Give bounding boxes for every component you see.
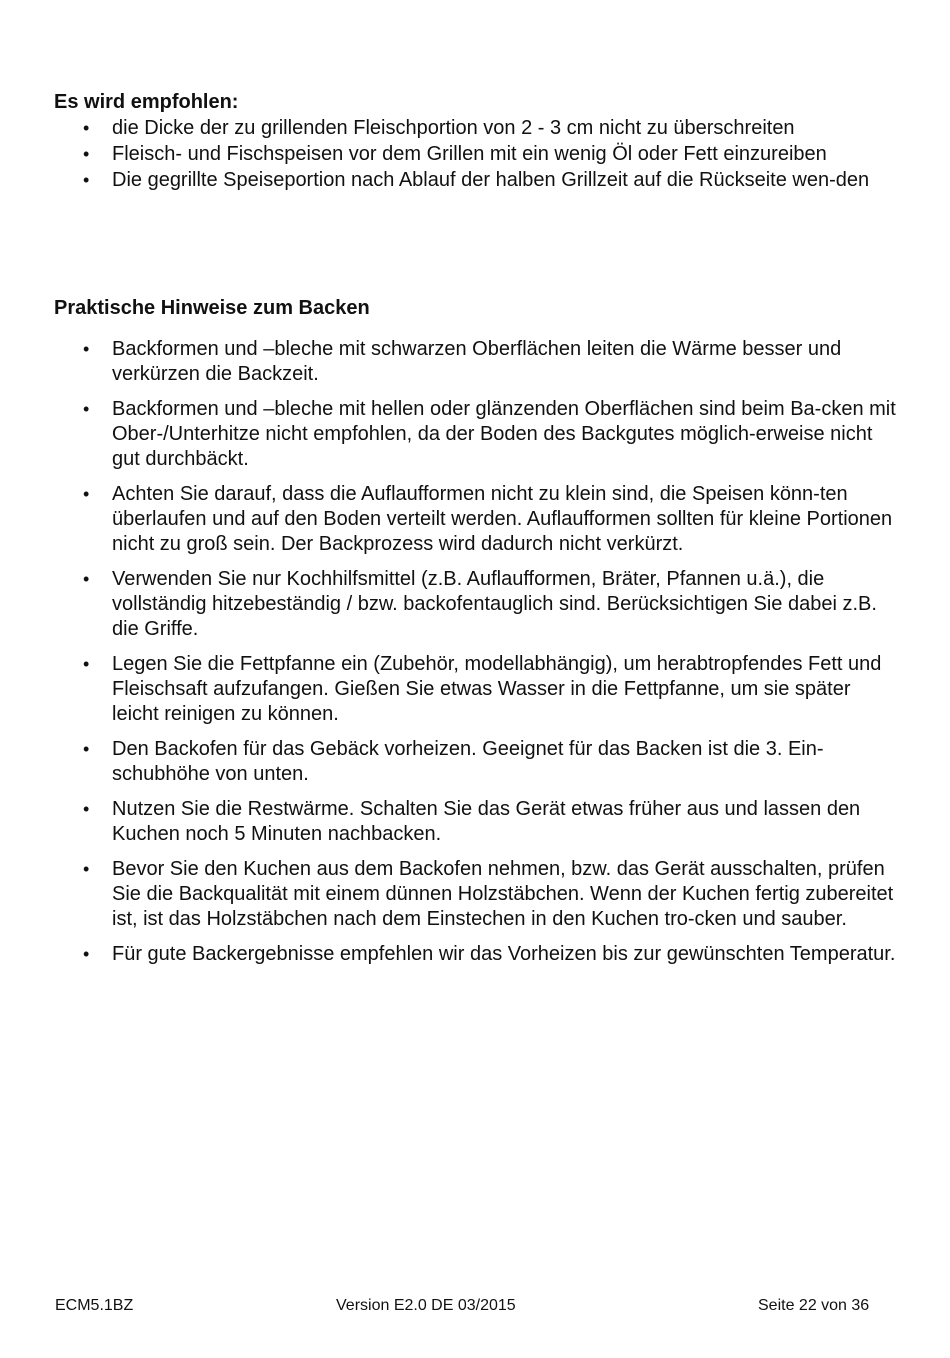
list-item-text: Achten Sie darauf, dass die Auflaufformen nicht zu klein sind, die Speisen könn-ten überlaufen und auf den Boden verteilt werden. Auflaufformen sollten für kleine Portionen nicht zu groß sein. Der Backprozess wird dadurch nicht verkürzt.	[112, 483, 893, 555]
list-item	[83, 942, 902, 967]
list-item-text: Legen Sie die Fettpfanne ein (Zubehör, modellabhängig), um herabtropfendes Fett und Fleischsaft aufzufangen. Gießen Sie etwas Wasser in die Fettpfanne, um sie später leicht reinigen zu können.	[112, 653, 882, 725]
section-heading-baking-tips: Praktische Hinweise zum Backen	[54, 297, 370, 319]
footer-model: ECM5.1BZ	[55, 1297, 134, 1314]
list-item-text: Den Backofen für das Gebäck vorheizen. Geeignet für das Backen ist die 3. Ein-schubhöhe von unten.	[112, 738, 824, 785]
list-item	[83, 567, 902, 642]
footer-version: Version E2.0 DE 03/2015	[336, 1297, 516, 1314]
list-item	[83, 168, 902, 193]
list-item-text: Bevor Sie den Kuchen aus dem Backofen nehmen, bzw. das Gerät ausschalten, prüfen Sie die Backqualität mit einem dünnen Holzstäbchen. Wenn der Kuchen fertig zubereitet ist, ist das Holzstäbchen nach dem Einstechen in den Kuchen tro-cken und sauber.	[112, 858, 894, 930]
list-item	[83, 397, 902, 472]
bullet-icon: •	[83, 739, 90, 759]
list-item	[83, 142, 902, 167]
list-item	[83, 116, 902, 141]
list-item	[83, 797, 902, 847]
bullet-icon: •	[83, 484, 90, 504]
list-item-text: Für gute Backergebnisse empfehlen wir das Vorheizen bis zur gewünschten Temperatur.	[112, 943, 896, 965]
bullet-icon: •	[83, 569, 90, 589]
list-item-text: Fleisch- und Fischspeisen vor dem Grillen mit ein wenig Öl oder Fett einzureiben	[112, 143, 827, 165]
list-item	[83, 652, 902, 727]
list-item-text: Nutzen Sie die Restwärme. Schalten Sie das Gerät etwas früher aus und lassen den Kuchen noch 5 Minuten nachbacken.	[112, 798, 861, 845]
list-item	[83, 482, 902, 557]
bullet-icon: •	[83, 859, 90, 879]
bullet-icon: •	[83, 118, 90, 138]
bullet-icon: •	[83, 339, 90, 359]
footer-page-number: Seite 22 von 36	[758, 1297, 870, 1314]
list-item	[83, 737, 902, 787]
section-heading-recommendations: Es wird empfohlen:	[54, 91, 239, 113]
bullet-icon: •	[83, 799, 90, 819]
list-item-text: Verwenden Sie nur Kochhilfsmittel (z.B. Auflaufformen, Bräter, Pfannen u.ä.), die vollständig hitzebeständig / bzw. backofentauglich sind. Berücksichtigen Sie dabei z.B. die Griffe.	[112, 568, 877, 640]
baking-tips-list	[83, 337, 902, 977]
bullet-icon: •	[83, 399, 90, 419]
list-item	[83, 857, 902, 932]
bullet-icon: •	[83, 144, 90, 164]
bullet-icon: •	[83, 654, 90, 674]
list-item-text: die Dicke der zu grillenden Fleischportion von 2 - 3 cm nicht zu überschreiten	[112, 117, 795, 139]
list-item	[83, 337, 902, 387]
recommendations-list	[83, 116, 902, 194]
list-item-text: Backformen und –bleche mit hellen oder glänzenden Oberflächen sind beim Ba-cken mit Ober-/Unterhitze nicht empfohlen, da der Boden des Backgutes möglich-erweise nicht gut durchbäckt.	[112, 398, 896, 470]
bullet-icon: •	[83, 944, 90, 964]
list-item-text: Backformen und –bleche mit schwarzen Oberflächen leiten die Wärme besser und verkürzen die Backzeit.	[112, 338, 842, 385]
bullet-icon: •	[83, 170, 90, 190]
list-item-text: Die gegrillte Speiseportion nach Ablauf der halben Grillzeit auf die Rückseite wen-den	[112, 169, 870, 191]
